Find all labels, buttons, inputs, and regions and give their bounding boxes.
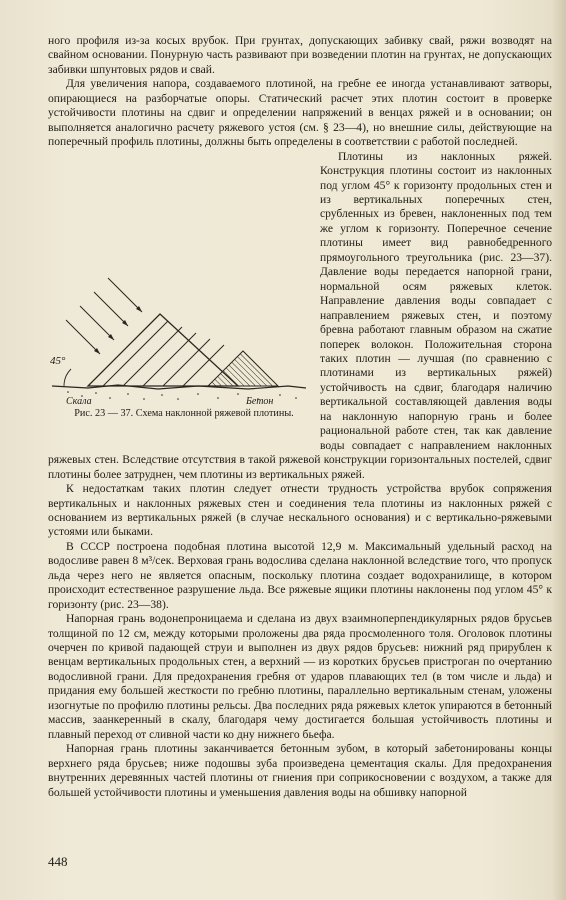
inclined-crib-dam-diagram bbox=[48, 258, 312, 408]
paragraph-5: В СССР построена подобная плотина высотой 12,9 м. Максимальный удельный расход на водосливе равен 8 м³/сек. Верховая грань водослива сделана наклонной вследствие того, что пропуск льда через него не является опасным, поскольку плотина создает водохранилище, в котором происходит естественное разрушение льда. Все ряжевые ящики плотины наклонены под углом 45° к горизонту (рис. 23—38). bbox=[48, 539, 552, 611]
paragraph-6: Напорная грань водонепроницаема и сделана из двух взаимноперпендикулярных рядов брусьев толщиной по 12 см, между которыми проложены два ряда просмоленного толя. Оголовок плотины очерчен по кривой падающей струи и выполнен из двух рядов брусьев: нижний ряд прирублен к венцам вертикальных продольных стен, а верхний — из коротких брусьев пристроган по очертанию водосливной грани. Для предохранения гребня от ударов плавающих тел (в том числе и льда) и придания ему большей жесткости по гребню плотины, параллельно вертикальным стенам, уложены изогнутые по профилю плотины рельсы. Два последних ряда ряжевых клеток упираются в бетонный массив, заанкеренный в скалу, благодаря чему достигается большая устойчивость плотины и плавный переход от сливной части ко дну нижнего бьефа. bbox=[48, 612, 552, 741]
paragraph-7: Напорная грань плотины заканчивается бетонным зубом, в который забетонированы концы верхнего ряда брусьев; ниже подошвы зуба произведена цементация скалы. Для предохранения внутренних деревянных частей плотины от гниения при соприкосновении с воздухом, а также для большей устойчивости плотины и уменьшения давления воды на обшивку напорной bbox=[48, 742, 552, 799]
binding-shadow bbox=[552, 0, 566, 900]
paragraph-1: ного профиля из-за косых врубок. При грунтах, допускающих забивку свай, ряжи возводят на свайном основании. Понурную часть развивают при возведении плотин на грунтах, не допускающих забивки шпунтовых рядов и свай. bbox=[48, 34, 552, 76]
paragraph-4: К недостаткам таких плотин следует отнести трудность устройства врубок сопряжения вертикальных и наклонных ряжевых стен и соединения тела плотины из наклонных ряжей с основанием из вертикальных ряжей (в случае нескального основания) и с вертикально-ряжевыми устоями или быками. bbox=[48, 482, 552, 539]
concrete-label: Бетон bbox=[246, 395, 274, 407]
figure-caption: Рис. 23 — 37. Схема наклонной ряжевой плотины. bbox=[74, 407, 294, 419]
rock-label: Скала bbox=[66, 395, 92, 407]
paragraph-3: Плотины из наклонных ряжей. Конструкция плотины состоит из наклонных под углом 45° к горизонту продольных стен и из вертикальных поперечных стен, срубленных из бревен, наклоненных под тем же углом к горизонту. Поперечное сечение плотины имеет вид равнобедренного прямоугольного треугольника (рис. 23—37). Давление воды передается напорной грани, нормальной осям ряжевых клеток. Направление давления воды совпадает с направлением ряжевых стен, и поэтому бревна работают главным образом на сжатие поперек волокон. Положительная сторона таких плотин — лучшая (по сравнению с плотинами из вертикальных ряжей) устойчивость на сдвиг, благодаря наличию вертикальной составляющей давления воды на наклонную напорную грань и более рациональной работе стен, так как давление воды совпадает с направлением наклонных ряжевых стен. Вследствие отсутствия в такой ряжевой конструкции горизонтальных постелей, сдвиг плотины более затруднен, чем плотины из вертикальных ряжей. bbox=[48, 149, 552, 481]
figure-23-37 bbox=[48, 150, 312, 448]
text-column bbox=[48, 34, 552, 800]
page-number: 448 bbox=[48, 854, 68, 869]
paragraph-2: Для увеличения напора, создаваемого плотиной, на гребне ее иногда устанавливают затворы, опирающиеся на разборчатые опоры. Статический расчет этих плотин состоит в проверке устойчивости плотины на сдвиг и определении напряжений в венцах ряжей и в основании; он выполняется аналогично расчету ряжевого устоя (см. § 23—4), но внешние силы, действующие на поперечный профиль плотины, должны быть определены в соответствии с работой последней. bbox=[48, 77, 552, 149]
angle-label: 45° bbox=[50, 354, 66, 367]
